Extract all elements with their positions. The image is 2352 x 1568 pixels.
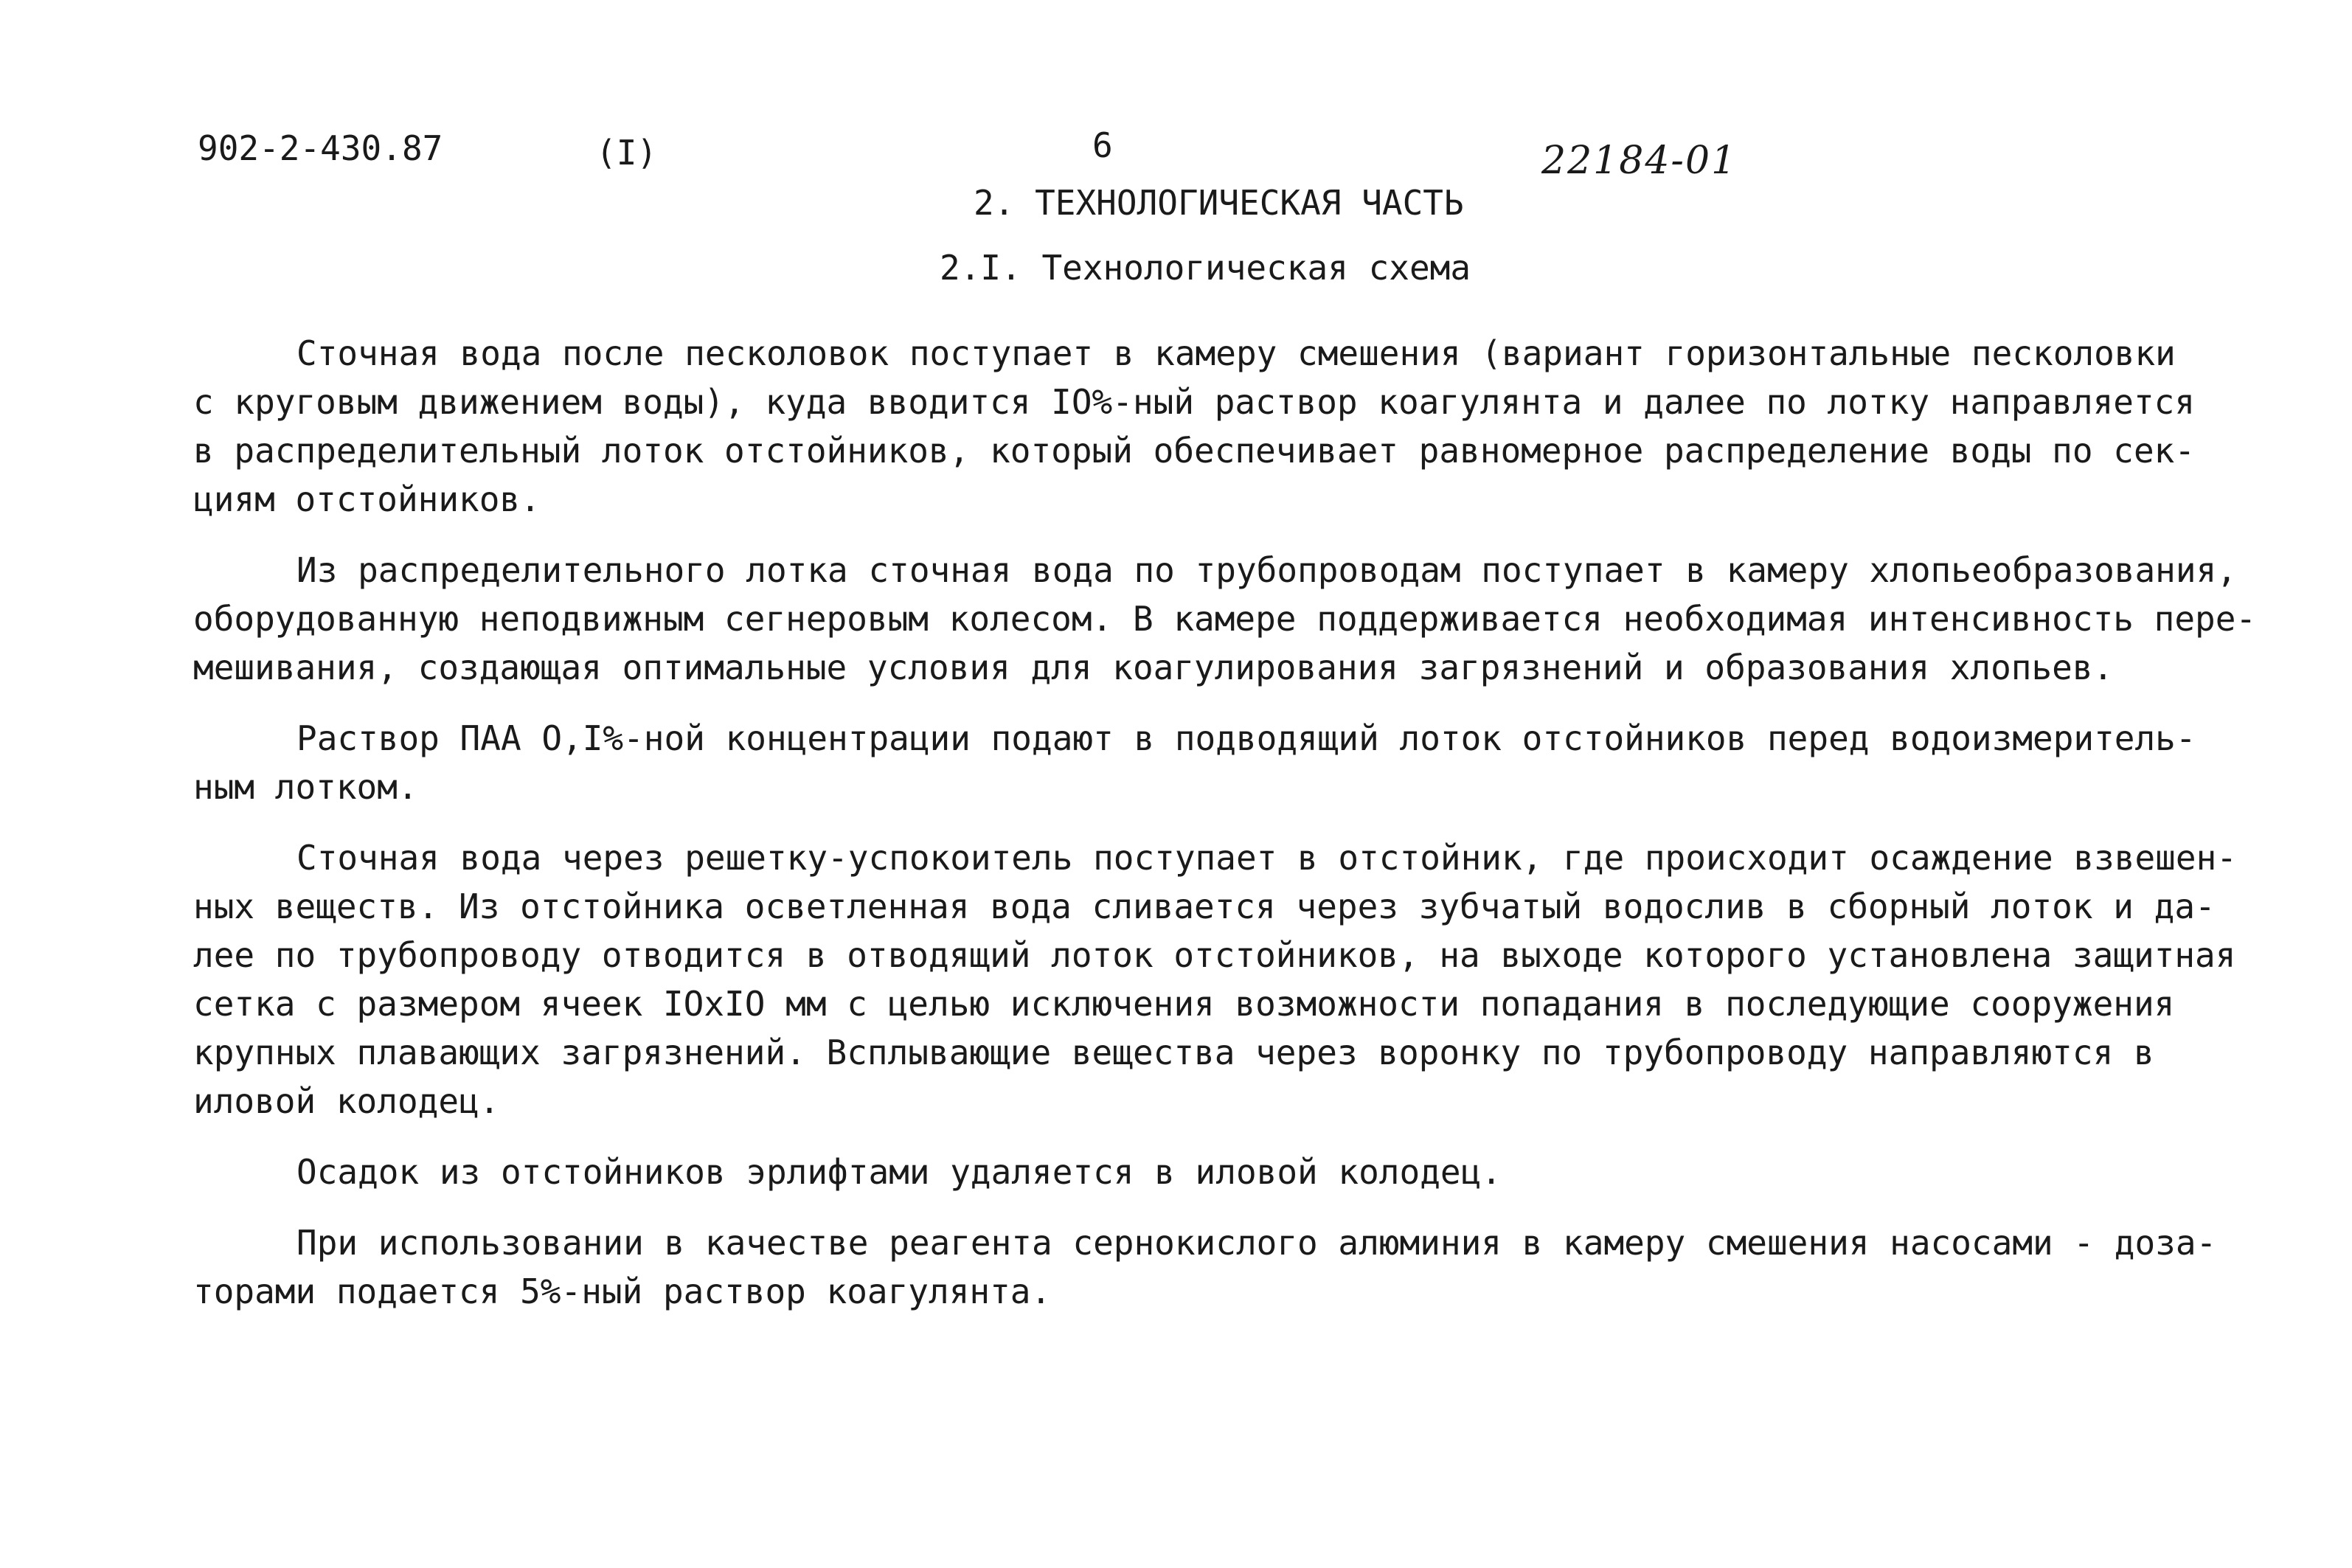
paragraph <box>193 1148 2155 1196</box>
text-line: сетка с размером ячеек IOxIO мм с целью исключения возможности попадания в последующие сооружения <box>193 984 2175 1024</box>
text-line: оборудованную неподвижным сегнеровым колесом. В камере поддерживается необходимая интенсивность пере- <box>193 599 2257 639</box>
text-line: ных веществ. Из отстойника осветленная вода сливается через зубчатый водослив в сборный лоток и да- <box>193 887 2216 926</box>
text-line: циям отстойников. <box>193 479 541 519</box>
text-line: мешивания, создающая оптимальные условия для коагулирования загрязнений и образования хлопьев. <box>193 648 2114 687</box>
text-line: в распределительный лоток отстойников, который обеспечивает равномерное распределение воды по сек- <box>193 431 2196 471</box>
subsection-title: 2.I. Технологическая схема <box>940 248 1471 288</box>
paragraph <box>193 714 2196 811</box>
text-line: Сточная вода после песколовок поступает в камеру смешения (вариант горизонтальные песколовки <box>296 333 2176 373</box>
text-line: Сточная вода через решетку-успокоитель поступает в отстойник, где происходит осаждение взвешен- <box>296 838 2237 878</box>
text-line: иловой колодец. <box>193 1081 500 1121</box>
text-line: Осадок из отстойников эрлифтами удаляется в иловой колодец. <box>296 1152 1502 1192</box>
text-line: Раствор ПАА О,I%-ной концентрации подают в подводящий лоток отстойников перед водоизмеритель- <box>296 718 2196 758</box>
page-number: 6 <box>1092 125 1113 165</box>
paragraph <box>193 1218 2217 1316</box>
document-code: 902-2-430.87 <box>198 128 443 168</box>
paragraph <box>193 546 2257 692</box>
text-line: крупных плавающих загрязнений. Всплывающие вещества через воронку по трубопроводу направляются в <box>193 1033 2154 1072</box>
section-title: 2. ТЕХНОЛОГИЧЕСКАЯ ЧАСТЬ <box>974 183 1464 223</box>
paragraph <box>193 329 2196 524</box>
text-line: ным лотком. <box>193 767 418 807</box>
document-body <box>193 329 2257 1338</box>
document-part: (I) <box>596 133 658 173</box>
text-line: При использовании в качестве реагента сернокислого алюминия в камеру смешения насосами - доза- <box>296 1223 2217 1263</box>
handwritten-inventory-number: 22184-01 <box>1541 139 1738 183</box>
paragraph <box>193 833 2237 1125</box>
text-line: с круговым движением воды), куда вводится IO%-ный раствор коагулянта и далее по лотку направляется <box>193 382 2196 422</box>
text-line: торами подается 5%-ный раствор коагулянта. <box>193 1272 1052 1311</box>
text-line: лее по трубопроводу отводится в отводящий лоток отстойников, на выходе которого установлена защитная <box>193 935 2236 975</box>
text-line: Из распределительного лотка сточная вода по трубопроводам поступает в камеру хлопьеобразования, <box>296 550 2237 590</box>
